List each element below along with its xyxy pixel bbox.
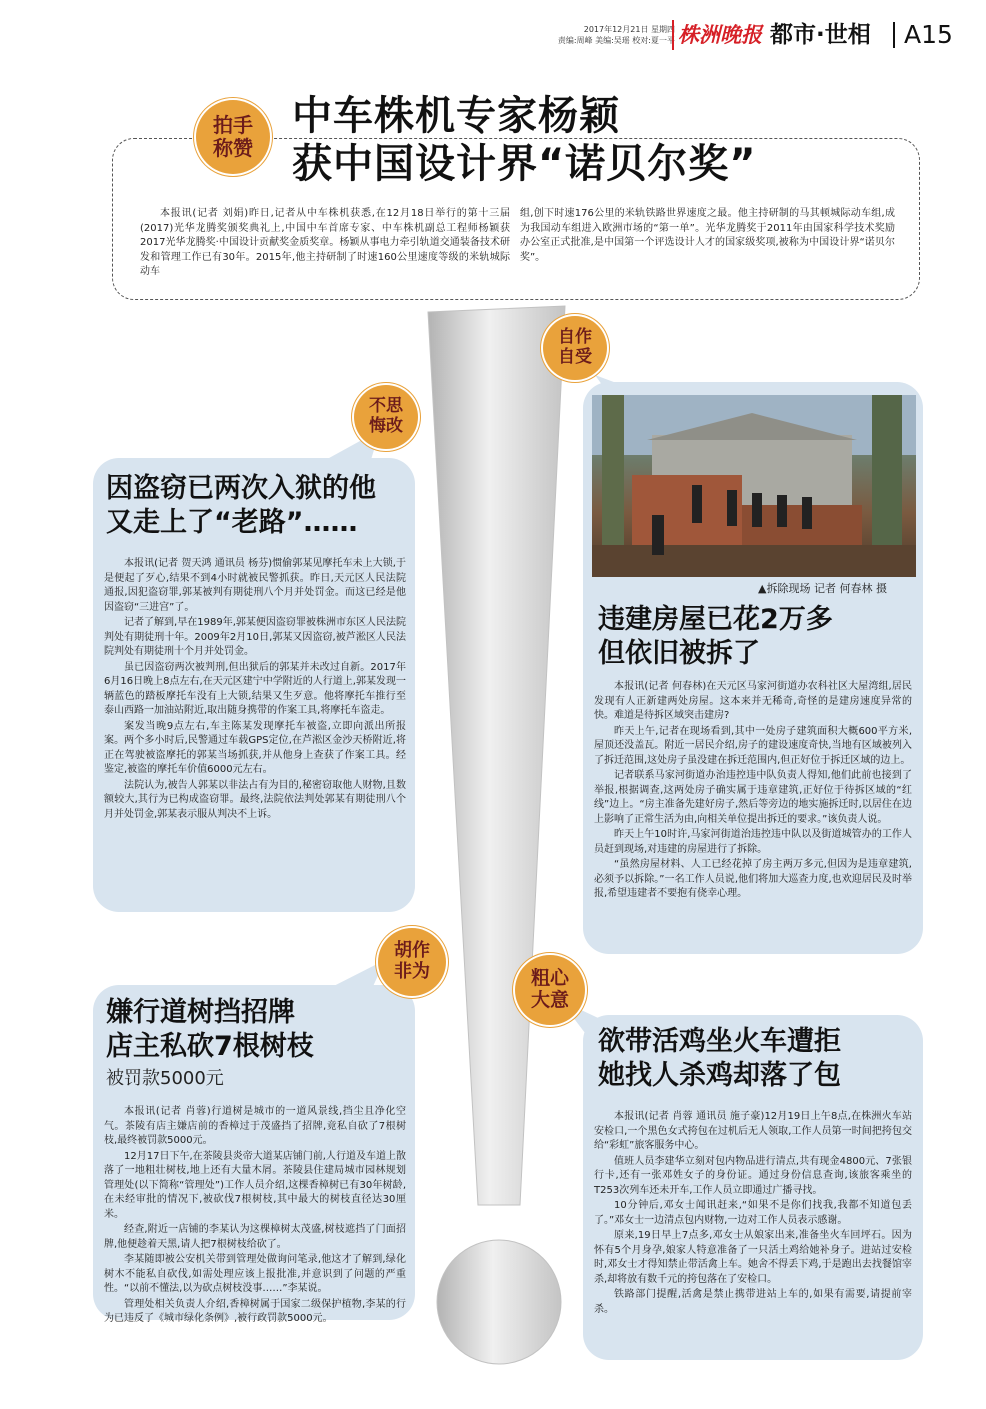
- header-editor-line: 责编:周峰 美编:吴瑶 校对:夏一平: [557, 36, 675, 45]
- title-line: 嫌行道树挡招牌: [106, 997, 295, 1028]
- demolition-photo: [592, 395, 916, 577]
- paragraph: 管理处相关负责人介绍,香樟树属于国家二级保护植物,李某的行为已违反了《城市绿化条例》,被行政罚款5000元。: [104, 1298, 406, 1324]
- top-story-title: [292, 92, 852, 188]
- title-line: 但依旧被拆了: [598, 638, 760, 669]
- title-line: 又走上了“老路”……: [106, 507, 358, 538]
- paragraph: 本报讯(记者 肖蓉 通讯员 施子豪)12月19日上午8点,在株洲火车站安检口,一个黑色女式挎包在过机后无人领取,工作人员第一时间把挎包交给“彩虹”旅客服务中心。: [594, 1111, 912, 1151]
- demolition-body: [594, 680, 912, 903]
- tree-subtitle: 被罚款5000元: [106, 1068, 224, 1089]
- paragraph: 经查,附近一店铺的李某认为这棵樟树太茂盛,树枝遮挡了门面招牌,他便趁着天黑,请人把7根树枝给砍了。: [104, 1224, 406, 1250]
- demolition-title: [598, 603, 918, 671]
- top-story-col1: 本报讯(记者 刘娟)昨日,记者从中车株机获悉,在12月18日举行的第十三届(2017)光华龙腾奖颁奖典礼上,中国中车首席专家、中车株机副总工程师杨颖获2017光华龙腾奖·中国设计贡献奖金质奖章。杨颖从事电力牵引轨道交通装备技术研发和管理工作已有30年。2015年,他主持研制了时速160公里速度等级的米轨城际动车: [140, 208, 510, 277]
- paragraph: “虽然房屋材料、人工已经花掉了房主两万多元,但因为是违章建筑,必须予以拆除。”一名工作人员说,他们将加大巡查力度,也欢迎居民及时举报,希望违建者不要抱有侥幸心理。: [594, 859, 912, 899]
- title-line: 因盗窃已两次入狱的他: [106, 473, 376, 504]
- paragraph: 记者联系马家河街道办治违控违中队负责人得知,他们此前也接到了举报,根据调查,这两处房子确实属于违章建筑,正好位于待拆区域的“红线”边上。“房主准备先建好房子,然后等旁边的地实施拆迁时,以居住在边上影响了正常生活为由,向相关单位提出拆迁的要求。”该负责人说。: [594, 770, 912, 825]
- paragraph: 本报讯(记者 肖蓉)行道树是城市的一道风景线,挡尘且净化空气。茶陵有店主嫌店前的香樟过于茂盛挡了招牌,竟私自砍了7根树枝,最终被罚款5000元。: [104, 1106, 406, 1146]
- photo-illustration: [592, 395, 916, 577]
- exclamation-dot: [437, 1240, 561, 1364]
- badge-reckless: [378, 928, 446, 996]
- newspaper-logo: 株洲晚报: [672, 20, 770, 50]
- top-story-col2: 组,创下时速176公里的米轨铁路世界速度之最。他主持研制的马其顿城际动车组,成为我国动车组进入欧洲市场的“第一单”。光华龙腾奖于2011年由国家科学技术奖励办公室正式批准,是中国第一个评选设计人才的国家级奖项,被称为中国设计界“诺贝尔奖”。: [520, 208, 895, 263]
- title-line: 欲带活鸡坐火车遭拒: [598, 1026, 841, 1057]
- chicken-body: [594, 1110, 912, 1318]
- badge-text: 不思: [369, 396, 403, 417]
- badge-text: 称赞: [213, 136, 253, 160]
- badge-careless: [515, 955, 585, 1025]
- title-line: 她找人杀鸡却落了包: [598, 1060, 841, 1091]
- paragraph: 本报讯(记者 贺天鸿 通讯员 杨芬)惯偷郭某见摩托车未上大锁,于是便起了歹心,结果不到4小时就被民警抓获。昨日,天元区人民法院通报,因犯盗窃罪,郭某被判有期徒刑八个月并处罚金。而这已经是他因盗窃“三进宫”了。: [104, 558, 406, 613]
- section-name: 都市·世相: [770, 22, 871, 48]
- paragraph: 昨天上午,记者在现场看到,其中一处房子建筑面积大概600平方米,屋顶还没盖瓦。附近一居民介绍,房子的建设速度奇快,当地有区域被列入了拆迁范围,这处房子虽没建在拆迁范围内,但正好位于拆迁区域的边上。: [594, 725, 912, 766]
- badge-text: 拍手: [213, 113, 253, 137]
- badge-praise: [196, 100, 270, 174]
- paragraph: 值班人员李建华立刻对包内物品进行清点,共有现金4800元、7张银行卡,还有一张邓姓女子的身份证。通过身份信息查询,该旅客乘坐的T253次列车还未开车,工作人员立即通过广播寻找。: [594, 1155, 912, 1196]
- theft-body: [104, 557, 406, 823]
- paragraph: 李某随即被公安机关带到管理处做询问笔录,他这才了解到,绿化树木不能私自砍伐,如需处理应该上报批准,并意识到了问题的严重性。“以前不懂法,以为砍点树枝没事……”李某说。: [104, 1254, 406, 1294]
- chicken-title: [598, 1025, 918, 1093]
- badge-text: 非为: [394, 961, 430, 982]
- badge-text: 悔改: [369, 416, 403, 436]
- tree-title: [106, 996, 406, 1064]
- exclamation-mark-graphic: [400, 300, 600, 1400]
- paragraph: 法院认为,被告人郭某以非法占有为目的,秘密窃取他人财物,且数额较大,其行为已构成盗窃罪。最终,法院依法判处郭某有期徒刑八个月并处罚金,郭某表示服从判决不上诉。: [104, 779, 406, 820]
- photo-caption: ▲拆除现场 记者 何春林 摄: [758, 582, 887, 595]
- page-number: A15: [904, 20, 953, 49]
- header-date: [525, 24, 675, 46]
- title-line: 获中国设计界“诺贝尔奖”: [292, 141, 757, 187]
- paragraph: 原来,19日早上7点多,邓女士从娘家出来,准备坐火车回坪石。因为怀有5个月身孕,娘家人特意准备了一只活土鸡给她补身子。进站过安检时,邓女士才得知禁止带活禽上车。她舍不得丢下鸡,于是跑出去找餐馆宰杀,却将放有数千元的挎包落在了安检口。: [594, 1230, 912, 1285]
- title-line: 违建房屋已花2万多: [598, 604, 833, 635]
- paragraph: 虽已因盗窃两次被判刑,但出狱后的郭某并未改过自新。2017年6月16日晚上8点左右,在天元区建宁中学附近的人行道上,郭某发现一辆蓝色的踏板摩托车没有上大锁,结果又生歹意。他将摩托车推行至泰山西路一加油站附近,取出随身携带的作案工具,将摩托车盗走。: [104, 661, 406, 716]
- paragraph: 本报讯(记者 何春林)在天元区马家河街道办农科社区大屋湾组,居民发现有人正新建两处房屋。这本来并无稀奇,奇怪的是建房速度异常的快。难道是待拆区域突击建房?: [594, 681, 912, 721]
- badge-text: 自受: [558, 347, 592, 367]
- exclamation-bar: [428, 306, 565, 1205]
- badge-text: 胡作: [394, 940, 430, 962]
- paragraph: 12月17日下午,在茶陵县炎帝大道某店铺门前,人行道及车道上散落了一地粗壮树枝,地上还有大量木屑。茶陵县住建局城市园林规划管理处(以下简称“管理处”)工作人员介绍,这棵香樟树已有30年树龄,在未经审批的情况下,被砍伐7根树枝,其中最大的树枝直径达30厘米。: [104, 1150, 406, 1220]
- badge-repent: [354, 385, 418, 449]
- header-divider: [893, 22, 895, 48]
- header-date-line: 2017年12月21日 星期四: [583, 25, 675, 34]
- paragraph: 铁路部门提醒,活禽是禁止携带进站上车的,如果有需要,请提前宰杀。: [594, 1289, 912, 1315]
- badge-text: 自作: [558, 327, 592, 348]
- tree-body: [104, 1105, 406, 1328]
- paragraph: 案发当晚9点左右,车主陈某发现摩托车被盗,立即向派出所报案。两个多小时后,民警通过车载GPS定位,在芦淞区金沙天桥附近,将正在驾驶被盗摩托的郭某当场抓获,并从他身上查获了作案工具。经鉴定,被盗的摩托车价值6000元左右。: [104, 720, 406, 775]
- badge-self: [543, 316, 607, 380]
- theft-title: [106, 472, 411, 540]
- paragraph: 10分钟后,邓女士闻讯赶来,“如果不是你们找我,我都不知道包丢了。”邓女士一边清点包内财物,一边对工作人员表示感谢。: [594, 1200, 912, 1226]
- paragraph: 记者了解到,早在1989年,郭某便因盗窃罪被株洲市东区人民法院判处有期徒刑十年。2009年2月10日,郭某又因盗窃,被芦淞区人民法院判处有期徒刑十个月并处罚金。: [104, 617, 406, 657]
- title-line: 中车株机专家杨颖: [292, 93, 620, 139]
- title-line: 店主私砍7根树枝: [106, 1031, 314, 1062]
- paragraph: 昨天上午10时许,马家河街道治违控违中队以及街道城管办的工作人员赶到现场,对违建的房屋进行了拆除。: [594, 829, 912, 855]
- badge-text: 大意: [530, 989, 569, 1011]
- badge-text: 粗心: [530, 967, 569, 990]
